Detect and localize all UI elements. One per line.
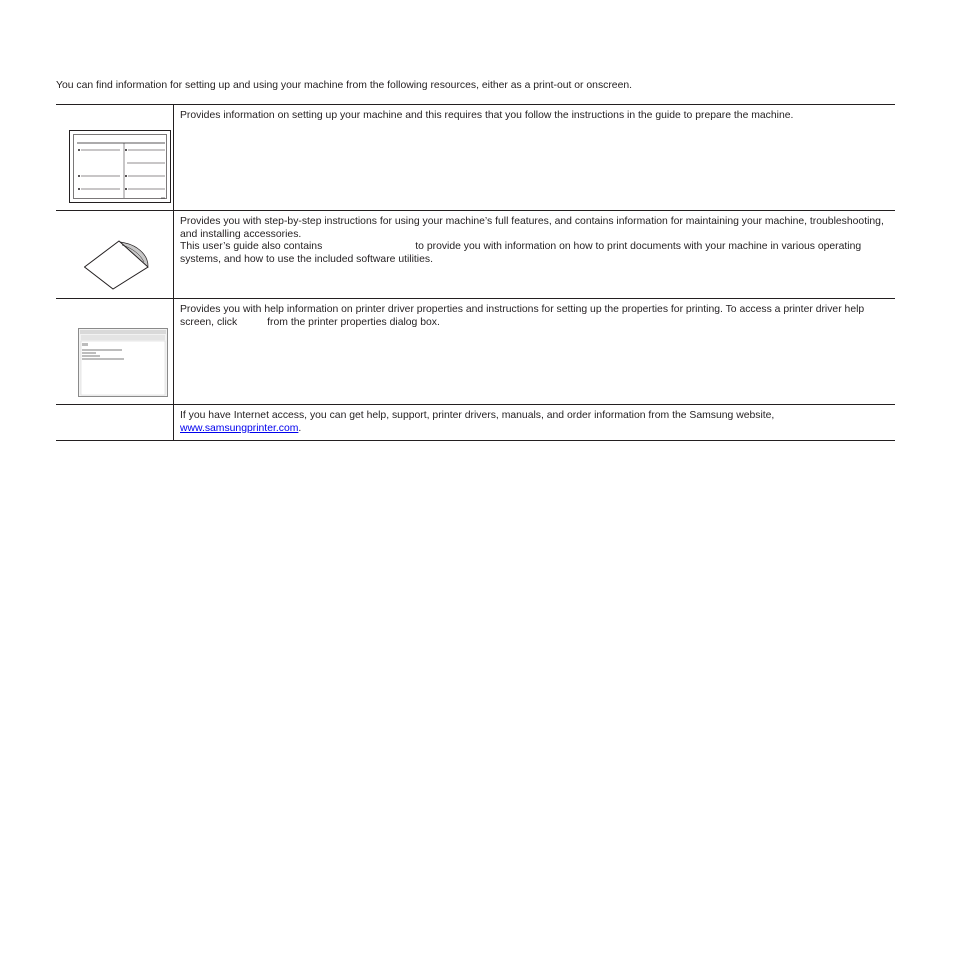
resource-description: Provides information on setting up your machine and this requires that you follow the instructions in the guide to prepare the machine.: [174, 105, 896, 211]
driver-help-window-icon: [78, 328, 169, 398]
description-line: Provides you with help information on printer driver properties and instructions for setting up the properties for printing. To access a printer driver help screen, click: [180, 304, 865, 328]
description-line: This user’s guide also contains: [180, 241, 323, 253]
resource-image-cell: [56, 405, 174, 441]
description-line: to provide you with information on how to print documents with your machine in various operating systems, and how to use the included software utilities.: [180, 241, 862, 265]
resource-description: [174, 299, 896, 405]
intro-text: You can find information for setting up and using your machine from the following resources, either as a print-out or onscreen.: [56, 80, 633, 91]
resource-image-cell: [56, 105, 174, 211]
resource-image-cell: [56, 299, 174, 405]
quick-install-guide-icon: [69, 130, 173, 204]
resource-description: [174, 211, 896, 299]
table-row: [56, 405, 895, 441]
resource-image-cell: [56, 211, 174, 299]
table-row: [56, 105, 895, 211]
resources-table: [56, 104, 895, 441]
description-line: from the printer properties dialog box.: [267, 316, 440, 328]
table-row: [56, 299, 895, 405]
cd-rom-icon: [84, 238, 150, 290]
table-row: [56, 211, 895, 299]
description-line: If you have Internet access, you can get help, support, printer drivers, manuals, and order information from the Samsung website,: [180, 410, 775, 421]
resource-description: [174, 405, 896, 441]
samsung-website-link[interactable]: www.samsungprinter.com: [180, 422, 299, 434]
description-line: Provides you with step-by-step instructions for using your machine’s full features, and contains information for maintaining your machine, troubleshooting, and installing accessories.: [180, 216, 884, 240]
description-suffix: .: [298, 422, 302, 434]
